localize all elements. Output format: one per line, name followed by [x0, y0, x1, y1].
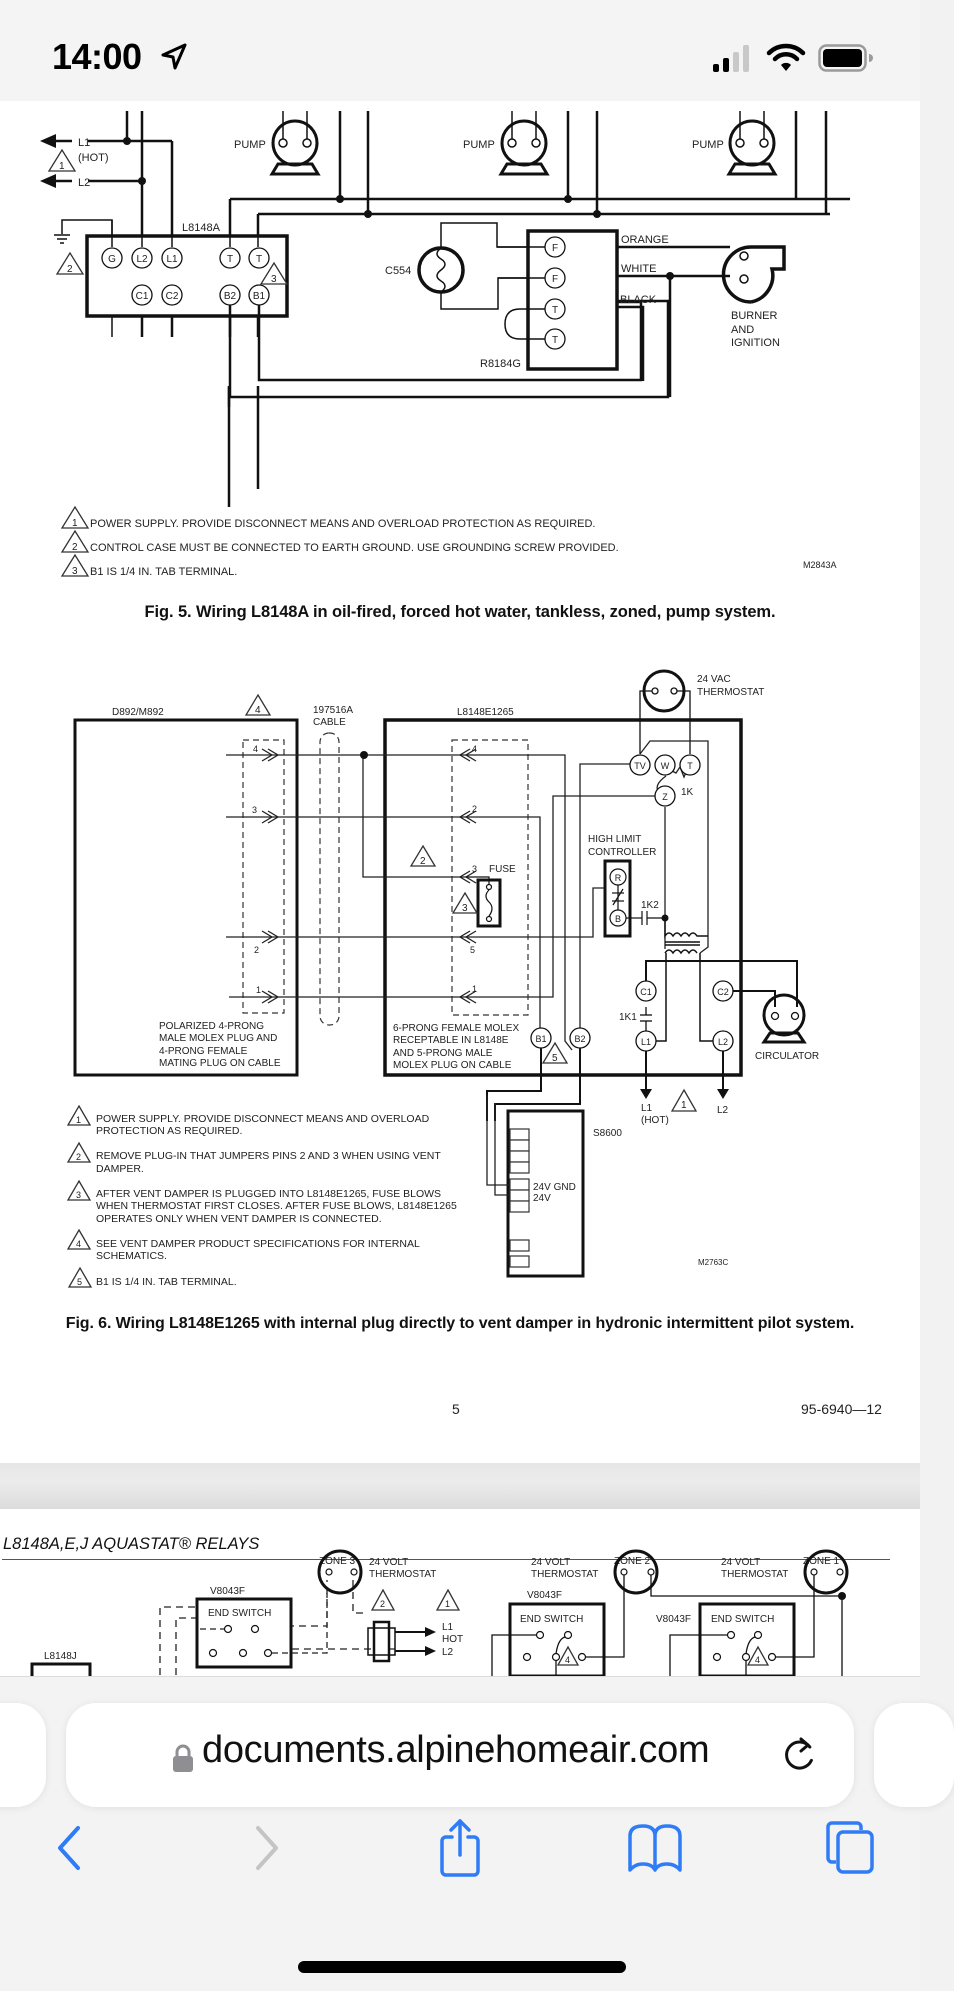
svg-text:3: 3	[462, 903, 468, 914]
wire-orange-label: ORANGE	[621, 234, 669, 246]
fig6-note-3: OPERATES ONLY WHEN VENT DAMPER IS CONNECTED.	[96, 1213, 382, 1225]
fig6-caption: Fig. 6. Wiring L8148E1265 with internal plug directly to vent damper in hydronic intermittent pilot system.	[65, 1315, 855, 1332]
terminal-b1: B1	[252, 291, 266, 302]
fig5-notes	[0, 506, 920, 586]
thermostat-label: THERMOSTAT	[697, 687, 765, 698]
zone-hot-label: HOT	[442, 1634, 464, 1645]
terminal-r: R	[614, 873, 622, 883]
fig5-note-1: POWER SUPPLY. PROVIDE DISCONNECT MEANS AND OVERLOAD PROTECTION AS REQUIRED.	[90, 518, 596, 530]
thermostat-volt-label: 24 VOLT	[369, 1557, 409, 1568]
note-triangle-icon	[246, 695, 270, 716]
zone-l1-label: L1	[442, 1622, 454, 1633]
l8148a-label: L8148A	[182, 222, 220, 234]
high-limit-label: HIGH LIMIT	[588, 834, 642, 845]
share-button[interactable]	[425, 1813, 495, 1883]
note-triangle-icon	[57, 253, 83, 275]
svg-text:4: 4	[255, 705, 261, 716]
wifi-icon	[766, 42, 806, 72]
status-time: 14:00	[52, 36, 142, 77]
terminal-w: W	[660, 761, 670, 771]
pump-label: PUMP	[463, 139, 495, 151]
fig6-note-1: POWER SUPPLY. PROVIDE DISCONNECT MEANS AND OVERLOAD	[96, 1113, 430, 1125]
browser-toolbar	[0, 1676, 920, 1991]
note-triangle-icon	[68, 1106, 90, 1125]
share-icon	[435, 1817, 485, 1879]
svg-text:2: 2	[72, 542, 78, 553]
fig6-l1-label: L1	[641, 1103, 653, 1114]
note-triangle-icon	[68, 1181, 90, 1200]
note-triangle-icon	[411, 846, 435, 867]
svg-text:1: 1	[681, 1100, 687, 1111]
fig6-plug-labels	[0, 1019, 920, 1079]
thermostat-volt-label: 24 VOLT	[721, 1557, 761, 1568]
fig6-note-2: DAMPER.	[96, 1163, 144, 1175]
svg-text:3: 3	[72, 566, 78, 577]
svg-text:2: 2	[420, 856, 426, 867]
note-triangle-icon	[62, 507, 88, 529]
svg-text:2: 2	[76, 1152, 82, 1162]
fig5-wiring-diagram	[0, 101, 920, 471]
fig6-hot-label: (HOT)	[641, 1115, 669, 1126]
zone-l2-label: L2	[442, 1647, 454, 1658]
terminal-t: T	[226, 254, 234, 265]
fig5-l1-label: L1	[78, 137, 91, 149]
home-indicator[interactable]	[298, 1961, 626, 1973]
note-triangle-icon	[437, 1590, 459, 1610]
terminal-c1: C1	[135, 291, 149, 302]
plug-note: 6-PRONG FEMALE MOLEX	[393, 1023, 520, 1034]
terminal-f: F	[551, 243, 559, 254]
terminal-b1: B1	[535, 1034, 547, 1044]
fig6-drawing-number: M2763C	[698, 1258, 729, 1267]
svg-text:2: 2	[380, 1599, 386, 1609]
back-button[interactable]	[34, 1813, 104, 1883]
tabs-icon	[823, 1820, 877, 1876]
pdf-page-5	[0, 101, 920, 1463]
svg-text:4: 4	[76, 1239, 82, 1249]
fig6-note-5: B1 IS 1/4 IN. TAB TERMINAL.	[96, 1276, 237, 1288]
terminal-l2: L2	[136, 254, 148, 265]
pin-label: 2	[472, 804, 478, 814]
terminal-l1: L1	[166, 254, 178, 265]
v24-label: 24V	[533, 1193, 551, 1204]
terminal-b: B	[614, 914, 622, 924]
thermostat-label: THERMOSTAT	[369, 1569, 437, 1580]
svg-text:1: 1	[59, 161, 65, 172]
terminal-c2: C2	[165, 291, 179, 302]
terminal-tv: TV	[634, 761, 646, 771]
pump-icon	[729, 111, 775, 174]
plug-note: MALE MOLEX PLUG AND	[159, 1033, 278, 1044]
fig5-note-3: B1 IS 1/4 IN. TAB TERMINAL.	[90, 566, 238, 578]
thermostat-label: THERMOSTAT	[721, 1569, 789, 1580]
note-triangle-icon	[372, 1590, 394, 1610]
fig6-note-4: SEE VENT DAMPER PRODUCT SPECIFICATIONS FOR INTERNAL	[96, 1238, 420, 1250]
terminal-t: T	[687, 761, 693, 771]
burner-label: AND	[731, 324, 755, 336]
pump-label: PUMP	[692, 139, 724, 151]
plug-note: POLARIZED 4-PRONG	[159, 1021, 265, 1032]
plug-note: 4-PRONG FEMALE	[159, 1046, 248, 1057]
damper-label: D892/M892	[112, 707, 164, 718]
note-triangle-icon	[62, 531, 88, 553]
relay-1k2-label: 1K2	[641, 900, 659, 911]
svg-text:4: 4	[755, 1655, 761, 1665]
page-number: 5	[452, 1401, 460, 1417]
note-triangle-icon	[69, 1268, 91, 1287]
circulator-label: CIRCULATOR	[755, 1051, 820, 1062]
plug-note: MOLEX PLUG ON CABLE	[393, 1060, 512, 1071]
thermostat-label: THERMOSTAT	[531, 1569, 599, 1580]
terminal-b2: B2	[223, 291, 237, 302]
chevron-left-icon	[54, 1825, 84, 1871]
terminal-c2: C2	[717, 987, 729, 997]
pin-label: 2	[254, 945, 260, 955]
cable-label: 197516A	[313, 705, 354, 716]
tabs-button[interactable]	[815, 1813, 885, 1883]
v8043f-label: V8043F	[210, 1586, 246, 1597]
plug-note: MATING PLUG ON CABLE	[159, 1058, 281, 1069]
zone-3-label: ZONE 3	[319, 1556, 356, 1567]
burner-label: BURNER	[731, 310, 778, 322]
next-tab-peek[interactable]	[874, 1703, 954, 1807]
pin-label: 3	[472, 864, 478, 874]
gnd-24v-label: 24V GND	[533, 1182, 576, 1193]
pdf-viewport[interactable]	[0, 111, 920, 1676]
lock-icon	[172, 1743, 194, 1773]
v8043f-label: V8043F	[656, 1614, 692, 1625]
burner-label: IGNITION	[731, 337, 780, 349]
c554-label: C554	[385, 265, 412, 277]
cellular-signal-icon	[712, 44, 752, 72]
end-switch-label: END SWITCH	[711, 1614, 775, 1625]
svg-text:5: 5	[77, 1277, 83, 1287]
svg-text:1: 1	[76, 1115, 82, 1125]
svg-text:2: 2	[67, 264, 73, 275]
cable-label: CABLE	[313, 717, 346, 728]
location-arrow-icon	[160, 42, 188, 72]
fig6-note-3: AFTER VENT DAMPER IS PLUGGED INTO L8148E1265, FUSE BLOWS	[96, 1188, 442, 1200]
fig5-drawing-number: M2843A	[803, 560, 837, 570]
url-text[interactable]: documents.alpinehomeair.com	[202, 1729, 710, 1771]
previous-tab-peek[interactable]	[0, 1703, 46, 1807]
terminal-f: F	[551, 274, 559, 285]
svg-text:3: 3	[76, 1190, 82, 1200]
fig5-hot-label: (HOT)	[78, 152, 109, 164]
terminal-l2: L2	[717, 1037, 729, 1047]
l8148e-label: L8148E1265	[457, 707, 514, 718]
svg-text:3: 3	[271, 274, 277, 285]
svg-text:4: 4	[565, 1655, 571, 1665]
r8184g-label: R8184G	[480, 358, 521, 370]
chevron-right-icon	[252, 1825, 282, 1871]
burner-blower-icon	[724, 247, 785, 302]
fig5-note-2: CONTROL CASE MUST BE CONNECTED TO EARTH GROUND. USE GROUNDING SCREW PROVIDED.	[90, 542, 619, 554]
battery-icon	[818, 44, 874, 72]
wire-white-label: WHITE	[621, 263, 657, 275]
relay-1k-label: 1K	[681, 787, 694, 798]
pin-label: 4	[472, 744, 478, 754]
fuse-label: FUSE	[489, 864, 516, 875]
fig5-l2-label: L2	[78, 177, 91, 189]
s8600-label: S8600	[593, 1128, 622, 1139]
fig6-l2-label: L2	[717, 1105, 729, 1116]
fuse-icon	[478, 880, 500, 926]
note-triangle-icon	[453, 893, 477, 914]
pin-label: 4	[253, 744, 259, 754]
fig6-note-2: REMOVE PLUG-IN THAT JUMPERS PINS 2 AND 3 WHEN USING VENT	[96, 1150, 441, 1162]
end-switch-label: END SWITCH	[208, 1608, 272, 1619]
terminal-g: G	[108, 254, 116, 265]
fig6-notes	[0, 1101, 920, 1301]
pin-label: 1	[472, 984, 478, 994]
plug-note: AND 5-PRONG MALE	[393, 1048, 493, 1059]
reload-icon[interactable]	[784, 1733, 820, 1777]
pin-label: 3	[252, 805, 258, 815]
terminal-t: T	[255, 254, 263, 265]
fig6-note-4: SCHEMATICS.	[96, 1250, 167, 1262]
pump-icon	[501, 111, 547, 174]
bookmarks-button[interactable]	[620, 1813, 690, 1883]
svg-text:5: 5	[552, 1053, 558, 1064]
note-triangle-icon	[62, 555, 88, 577]
wire-black-label: BLACK	[620, 294, 657, 306]
plug-note: RECEPTABLE IN L8148E	[393, 1035, 509, 1046]
fig6-note-3: WHEN THERMOSTAT FIRST CLOSES. AFTER FUSE BLOWS, L8148E1265	[96, 1200, 457, 1212]
terminal-l1: L1	[640, 1037, 652, 1047]
thermostat-label: 24 VAC	[697, 674, 731, 685]
fig6-note-1: PROTECTION AS REQUIRED.	[96, 1125, 243, 1137]
pin-label: 1	[256, 985, 262, 995]
zone-1-label: ZONE 1	[803, 1556, 840, 1567]
terminal-c1: C1	[640, 987, 652, 997]
terminal-b2: B2	[574, 1034, 586, 1044]
pump-label: PUMP	[234, 139, 266, 151]
note-triangle-icon	[68, 1230, 90, 1249]
fig5-caption: Fig. 5. Wiring L8148A in oil-fired, forced hot water, tankless, zoned, pump system.	[144, 603, 776, 621]
terminal-z: Z	[662, 792, 668, 802]
terminal-t: T	[551, 305, 559, 316]
page-separator	[0, 1463, 920, 1509]
pin-label: 5	[470, 945, 476, 955]
forward-button[interactable]	[232, 1813, 302, 1883]
relay-1k1-label: 1K1	[619, 1012, 637, 1023]
v8043f-label: V8043F	[527, 1590, 563, 1601]
high-limit-label: CONTROLLER	[588, 847, 657, 858]
note-triangle-icon	[49, 150, 75, 172]
status-bar	[0, 0, 920, 110]
end-switch-label: END SWITCH	[520, 1614, 584, 1625]
thermostat-volt-label: 24 VOLT	[531, 1557, 571, 1568]
document-number: 95-6940—12	[801, 1401, 882, 1417]
svg-text:1: 1	[445, 1599, 451, 1609]
l8148j-label: L8148J	[44, 1651, 77, 1662]
svg-text:1: 1	[72, 518, 78, 529]
book-icon	[626, 1822, 684, 1874]
r8184g-control-box	[528, 231, 617, 369]
terminal-t: T	[551, 335, 559, 346]
zone-2-label: ZONE 2	[614, 1556, 651, 1567]
pump-icon	[272, 111, 318, 174]
running-header: L8148A,E,J AQUASTAT® RELAYS	[3, 1535, 260, 1553]
note-triangle-icon	[68, 1143, 90, 1162]
